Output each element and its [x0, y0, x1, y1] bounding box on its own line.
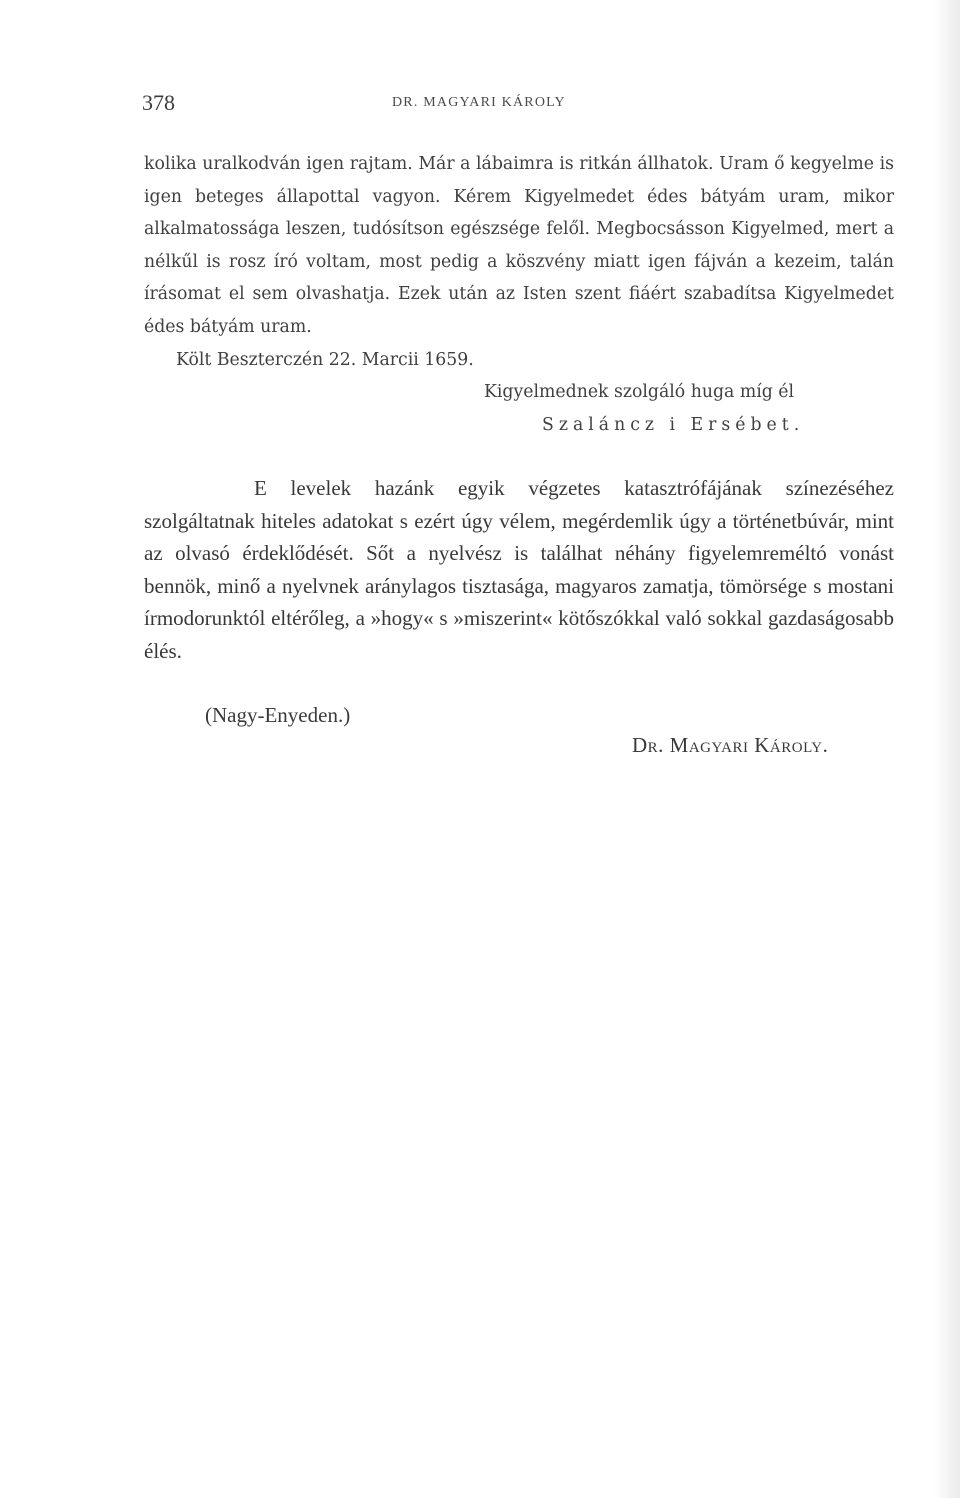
letter-excerpt — [144, 148, 894, 441]
place-line: (Nagy-Enyeden.) — [205, 703, 351, 727]
running-head: DR. MAGYARI KÁROLY — [392, 95, 566, 110]
page-number: 378 — [142, 90, 175, 115]
page-header — [142, 90, 822, 120]
letter-signature: Szaláncz i Ersébet. — [542, 414, 805, 435]
commentary-paragraph — [144, 472, 894, 667]
scan-edge-shadow — [934, 0, 960, 1498]
letter-date: Költ Beszterczén 22. Marcii 1659. — [176, 349, 474, 370]
letter-body: kolika uralkodván igen rajtam. Már a lábaimra is ritkán állhatok. Uram ő kegyelme is igen beteges állapottal vagyon. Kérem Kigyelmedet édes bátyám uram, mikor alkalmatossága leszen, tudósítson egészsége felől. Megbocsásson Kigyelmed, mert a nélkűl is rosz író voltam, most pedig a köszvény miatt igen fájván a kezeim, talán írásomat el sem olvashatja. Ezek után az Isten szent fiáért szabadítsa Kigyelmedet édes bátyám uram. — [144, 154, 894, 337]
commentary-text: E levelek hazánk egyik végzetes katasztrófájának színezéséhez szolgáltatnak hiteles adatokat s ezért úgy vélem, megérdemlik úgy a történetbúvár, mint az olvasó érdeklődését. Sőt a nyelvész is találhat néhány figyelemreméltó vonást bennök, minő a nyelvnek aránylagos tisztasága, magyaros zamatja, tömörsége s mostani írmodorunktól eltérőleg, a »hogy« s »miszerint« kötőszókkal való sokkal gazdaságosabb élés. — [144, 476, 894, 663]
letter-closing: Kigyelmednek szolgáló huga míg él — [484, 382, 795, 403]
author-signature: Dr. Magyari Károly. — [632, 733, 829, 757]
